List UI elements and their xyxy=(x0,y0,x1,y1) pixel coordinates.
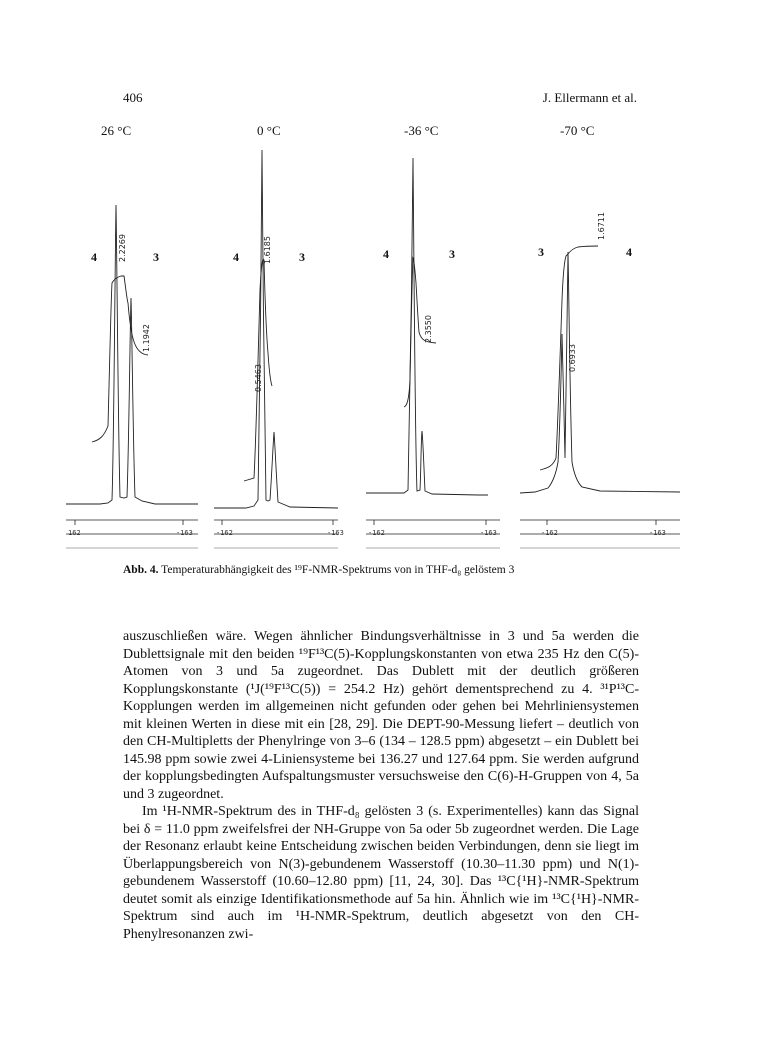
panel-4-tick-left: -162 xyxy=(541,529,558,537)
caption-label: Abb. 4. xyxy=(123,564,159,576)
panel-3-spectrum-trace xyxy=(366,158,488,495)
panel-2-left-label: 4 xyxy=(233,250,239,264)
panel-2-spectrum-trace xyxy=(214,150,338,508)
paragraph-1: auszuschließen wäre. Wegen ähnlicher Bindungsverhältnisse in 3 und 5a werden die Dublettsignale mit den beiden ¹⁹F¹³C(5)-Kopplungskonstanten von etwa 235 Hz den C(5)-Atomen von 3 und 5a zugeordnet. Das Dublett mit der deutlich größeren Kopplungskonstante (¹J(¹⁹F¹³C(5)) = 254.2 Hz) gehört dementsprechend zu 4. ³¹P¹³C-Kopplungen werden im allgemeinen nicht gefunden oder gehen bei Mehrliniensystemen mit kleinen Werten in diese mit ein [28, 29]. Die DEPT-90-Messung liefert – deutlich von den CH-Multipletts der Phenylringe von 3–6 (134 – 128.5 ppm) abgesetzt – ein Dublett bei 145.98 ppm sowie zwei 4-Liniensysteme bei 136.27 und 127.64 ppm. Sie werden aufgrund der kopplungsbedingten Aufspaltungsmuster versuchsweise den C(6)-H-Gruppen von 4, 5a und 3 zugeordnet. xyxy=(123,629,639,802)
panel-2-integral-2: 0.5463 xyxy=(254,364,263,392)
panel-1-temperature: 26 °C xyxy=(101,123,132,138)
panel-1-left-label: 4 xyxy=(91,250,97,264)
panel-4-integral-trace xyxy=(540,246,598,470)
paragraph-2: Im ¹H-NMR-Spektrum des in THF-d₈ gelösten 3 (s. Experimentelles) kann das Signal bei δ = 11.0 ppm zweifelsfrei der NH-Gruppe von 5a oder 5b zugeordnet werden. Die Lage der Resonanz erlaubt keine Entscheidung zwischen beiden Verbindungen, denn sie liegt im Überlappungsbereich von N(3)-gebundenem Wasserstoff (10.30–11.30 ppm) und N(1)-gebundenem Wasserstoff (10.60–12.80 ppm) [11, 24, 30]. Das ¹³C{¹H}-NMR-Spektrum deutet somit als einzige Identifikationsmethode auf 5a hin. Ähnlich wie im ¹³C{¹H}-NMR-Spektrum sind auch im ¹H-NMR-Spektrum, deutlich abgesetzt von den CH-Phenylresonanzen zwi- xyxy=(123,804,639,942)
panel-2-tick-right: -163 xyxy=(327,529,344,537)
panel-1-integral-trace xyxy=(92,276,148,442)
panel-4-integral-1: 1.6711 xyxy=(597,212,606,240)
body-text xyxy=(123,628,639,943)
panel-4-temperature: -70 °C xyxy=(560,123,595,138)
panel-3-tick-left: -162 xyxy=(368,529,385,537)
panel-1-tick-right: -163 xyxy=(176,529,193,537)
panel-3-tick-right: -163 xyxy=(480,529,497,537)
panel-2-tick-left: -162 xyxy=(216,529,233,537)
panel-3-left-label: 4 xyxy=(383,247,389,261)
panel-2-temperature: 0 °C xyxy=(257,123,281,138)
panel-4-right-label: 4 xyxy=(626,245,632,259)
running-head: J. Ellermann et al. xyxy=(542,90,637,105)
panel-3-integral-1: 2.3550 xyxy=(424,315,433,343)
figure-caption xyxy=(123,564,643,576)
panel-4-spectrum-trace xyxy=(520,252,680,493)
panel-2-right-label: 3 xyxy=(299,250,305,264)
panel-2-integral-1: 1.6185 xyxy=(263,236,272,264)
caption-text: Temperaturabhängigkeit des ¹⁹F-NMR-Spektrums von in THF-d₈ gelöstem 3 xyxy=(161,564,515,576)
panel-3-integral-trace xyxy=(404,258,436,407)
panel-4-tick-right: -163 xyxy=(649,529,666,537)
panel-2-integral-trace xyxy=(244,259,272,481)
panel-1-right-label: 3 xyxy=(153,250,159,264)
panel-3-right-label: 3 xyxy=(449,247,455,261)
panel-4-integral-2: 0.6933 xyxy=(568,344,577,372)
panel-1-integral-1: 2.2269 xyxy=(118,234,127,262)
panel-1-spectrum-trace xyxy=(66,205,198,504)
panel-1-tick-left: 162 xyxy=(68,529,81,537)
panel-4-left-label: 3 xyxy=(538,245,544,259)
panel-3-temperature: -36 °C xyxy=(404,123,439,138)
panel-1-integral-2: 1.1942 xyxy=(142,324,151,352)
page-number: 406 xyxy=(123,90,143,105)
